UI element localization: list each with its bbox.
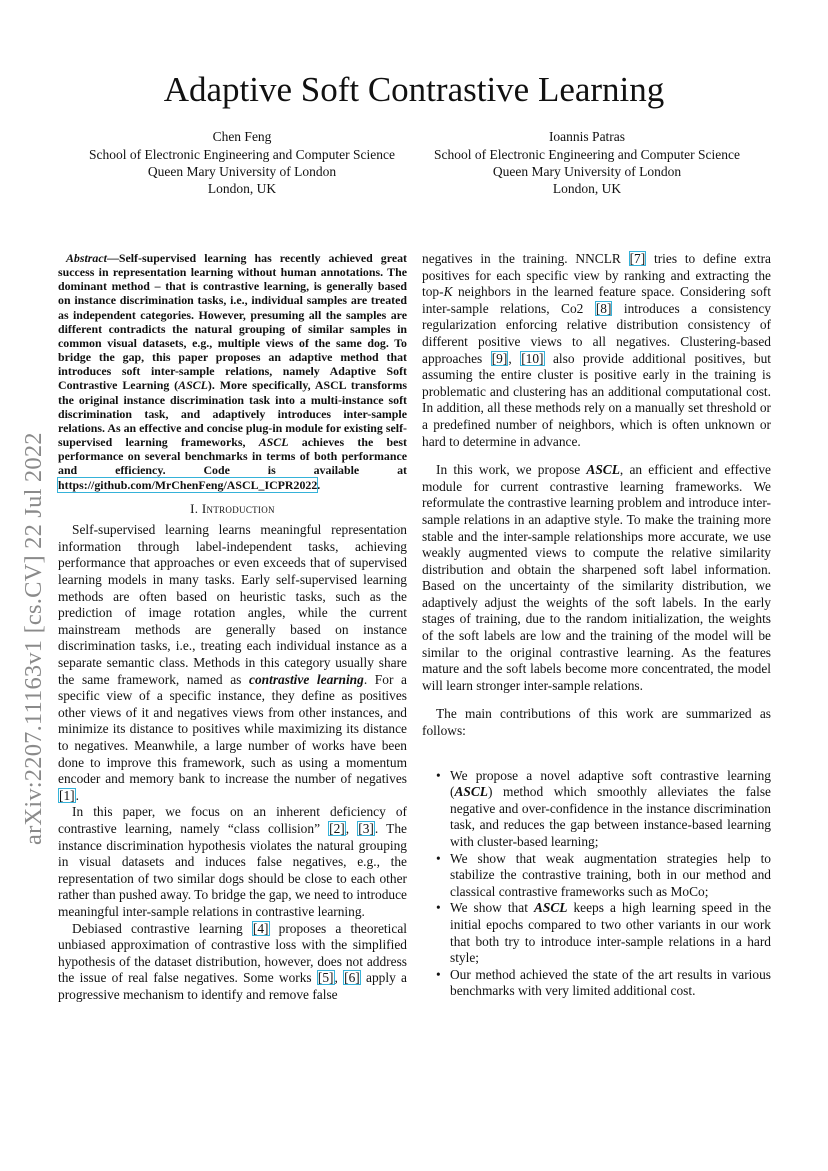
citation-link[interactable]: [10] — [521, 350, 544, 366]
text: introduces a consistency regularization enforcing relative distribution consistency of different positive views to all negatives. Clustering-based approaches — [422, 300, 771, 366]
text: In this paper, we focus on an inherent deficiency of contrastive learning, namely “class collision” — [58, 804, 407, 836]
body-paragraph: The main contributions of this work are summarized as follows: — [422, 706, 771, 739]
intro-paragraph — [58, 522, 407, 804]
abstract-ascl: ASCL — [178, 378, 208, 393]
citation-link[interactable]: [9] — [491, 350, 508, 366]
citation-link[interactable]: [6] — [344, 970, 360, 986]
author-block-2 — [407, 128, 767, 197]
citation-link[interactable]: [2] — [329, 820, 345, 836]
code-link[interactable]: https://github.com/MrChenFeng/ASCL_ICPR2022 — [58, 477, 318, 492]
author-name: Chen Feng — [212, 129, 272, 144]
text: , — [508, 350, 521, 366]
author-name: Ioannis Patras — [548, 129, 626, 144]
abstract-ascl: ASCL — [258, 435, 289, 450]
intro-paragraph — [58, 921, 407, 1004]
contributions-list — [422, 768, 771, 1000]
text: apply a progressive mechanism to identify and remove false — [58, 970, 408, 1002]
body-paragraph — [422, 462, 771, 694]
text: . For a specific view of a specific instance, they define as positives other views of it and negatives views from other instances, and minimize its distance to positives while maximizing its distance to negatives. Meanwhile, a large number of works have been done to improve this framework, such as using a momentum encoder and memory bank to increase the number of negatives — [58, 671, 407, 787]
emphasis: ASCL — [533, 900, 568, 916]
body-paragraph — [422, 251, 771, 450]
text: , an efficient and effective module for current contrastive learning frameworks. We reformulate the contrastive learning problem and introduce inter-sample relations in an adaptive style. To make the training more stable and the inter-sample relationships more accurate, we use weakly augmented views to compute the relative similarity distribution and obtain the sharpened soft label information. Based on the uncertainty of the similarity distribution, we adaptively adjust the weights of the soft labels. In the early stages of training, due to the random initialization, the weights of the soft labels are low and the training of the model will be similar to the original contrastive learning. As the features mature and the soft labels become more concentrated, the model will learn stronger inter-sample relations. — [422, 462, 771, 693]
text: . The instance discrimination hypothesis violates the natural grouping in visual datasets and induces false negatives, e.g., the representation of two similar dogs should be close to each other rather than pushed away. To bridge the gap, we need to introduce meaningful inter-sample relations in contrastive learning. — [58, 820, 407, 919]
text: , — [345, 820, 358, 836]
citation-link[interactable]: [7] — [629, 251, 646, 266]
author-affiliation: School of Electronic Engineering and Computer Science — [434, 147, 740, 162]
citation-link[interactable]: [4] — [252, 920, 269, 936]
text: . — [75, 787, 79, 803]
abstract-text: Self-supervised learning has recently achieved great success in representation learning without human annotations. The dominant method – that is contrastive learning, is generally based on instance discrimination tasks, i.e., individual samples are treated as independent categories. However, presuming all the samples are different contradicts the natural grouping of similar samples in common visual datasets, e.g., multiple views of the same dog. To bridge the gap, this paper proposes an adaptive method that introduces soft inter-sample relations, namely Adaptive Soft Contrastive Learning ( — [58, 251, 407, 393]
citation-link[interactable]: [1] — [59, 787, 75, 803]
left-column — [58, 251, 407, 1003]
abstract-text: ). More specifically, ASCL transforms the original instance discrimination task into a multi-instance soft discrimination task, and adaptively introduces inter-sample relations. As an effective and concise plug-in module for existing self-supervised learning frameworks, — [58, 378, 407, 450]
text: Self-supervised learning learns meaningful representation information through label-independent tasks, achieving performance that approaches or even exceeds that of supervised learning models in many tasks. Early self-supervised learning methods are often based on heuristic tasks, such as the prediction of image rotation angles, while the current mainstream methods are generally based on instance discrimination tasks, i.e., treating each individual instance as a separate semantic class. Methods in this category usually share the same framework, named as — [58, 522, 407, 687]
arxiv-stamp: arXiv:2207.11163v1 [cs.CV] 22 Jul 2022 — [20, 432, 47, 845]
text: , — [334, 970, 344, 986]
text: ) method which smoothly alleviates the false negative and over-confidence in the instance discrimination task, and reduces the gap between instance-based learning with cluster-based learning; — [450, 784, 771, 849]
emphasis: ASCL — [454, 784, 488, 800]
abstract-text: . — [317, 477, 321, 492]
citation-link[interactable]: [3] — [358, 820, 374, 836]
citation-link[interactable]: [8] — [595, 300, 612, 316]
abstract-dash: — — [106, 251, 119, 265]
abstract-lead: Abstract — [66, 251, 107, 265]
abstract-text: achieves the best performance on several benchmarks in terms of both performance and efficiency. Code is available at — [58, 435, 407, 478]
text: Debiased contrastive learning — [72, 920, 252, 936]
text: We propose a novel adaptive soft contrastive learning ( — [450, 767, 771, 800]
author-institution: Queen Mary University of London — [147, 164, 337, 179]
text: proposes a theoretical unbiased approximation of contrastive loss with the simplified hypothesis of the dataset distribution, however, does not address the issue of real false negatives. Some works — [58, 920, 407, 986]
author-block-1 — [62, 128, 422, 197]
paper-title: Adaptive Soft Contrastive Learning — [163, 70, 665, 109]
list-item: • We show that weak augmentation strategies help to stabilize the contrastive training, both in our method and classical contrastive frameworks such as MoCo; — [436, 851, 771, 901]
text: also provide additional positives, but assuming the entire cluster is positive early in the training is problematic and clustering has an additional computational cost. In addition, all these methods rely on a manually set threshold or a predefined number of neighbors, which is often unknown or hard to determine in advance. — [422, 350, 772, 449]
list-item: • Our method achieved the state of the art results in various benchmarks with very limited additional cost. — [436, 967, 771, 1000]
author-affiliation: School of Electronic Engineering and Computer Science — [89, 147, 395, 162]
emphasis: ASCL — [586, 462, 620, 478]
text: tries to define extra positives for each specific view by ranking and extracting the top- — [422, 251, 771, 300]
text: In this work, we propose — [436, 462, 587, 478]
emphasis: contrastive learning — [249, 671, 364, 687]
text: We show that — [450, 900, 534, 916]
intro-paragraph — [58, 804, 407, 920]
text: keeps a high learning speed in the initial epochs compared to two other variants in our work that both try to introduce inter-sample relations in a hard style; — [450, 900, 772, 966]
text: negatives in the training. NNCLR — [422, 251, 629, 266]
citation-link[interactable]: [5] — [317, 970, 334, 986]
abstract — [58, 251, 407, 492]
section-heading: I. Introduction — [190, 500, 275, 516]
list-item — [436, 768, 771, 851]
math-symbol: K — [443, 284, 453, 300]
author-location: London, UK — [207, 181, 277, 196]
text: neighbors in the learned feature space. Considering soft inter-sample relations, Co2 — [422, 284, 771, 316]
list-item — [436, 900, 771, 966]
right-column — [422, 251, 771, 1000]
author-location: London, UK — [552, 181, 622, 196]
author-institution: Queen Mary University of London — [492, 164, 682, 179]
